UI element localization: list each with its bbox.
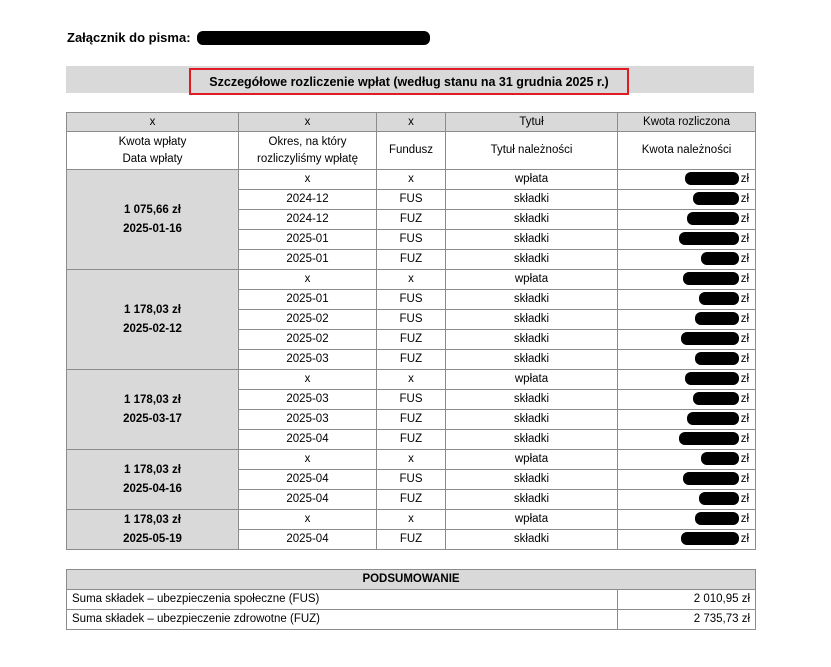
title-cell: składki xyxy=(446,410,618,430)
table-row xyxy=(67,270,756,290)
payment-cell xyxy=(67,370,239,450)
header-payment-cell xyxy=(67,132,239,170)
payment-amount: 1 178,03 zł xyxy=(124,463,181,476)
period-cell: 2024-12 xyxy=(239,210,377,230)
redacted-amount xyxy=(701,452,739,465)
fund-cell: FUZ xyxy=(377,210,446,230)
fund-cell: FUS xyxy=(377,290,446,310)
amount-cell xyxy=(618,310,756,330)
currency-label: zł xyxy=(740,353,749,365)
payment-cell xyxy=(67,450,239,510)
header-due-title: Tytuł należności xyxy=(446,132,618,170)
title-cell: składki xyxy=(446,190,618,210)
document-title: Szczegółowe rozliczenie wpłat (według stanu na 31 grudnia 2025 r.) xyxy=(189,68,629,95)
table-row xyxy=(67,510,756,530)
amount-cell xyxy=(618,490,756,510)
currency-label: zł xyxy=(740,473,749,485)
title-cell: wpłata xyxy=(446,170,618,190)
payment-date: 2025-01-16 xyxy=(123,222,182,235)
redacted-amount xyxy=(699,292,739,305)
title-cell: składki xyxy=(446,530,618,550)
period-cell: x xyxy=(239,450,377,470)
amount-cell xyxy=(618,290,756,310)
summary-table xyxy=(66,569,756,630)
title-cell: składki xyxy=(446,250,618,270)
header-row-sub xyxy=(67,132,756,170)
amount-cell xyxy=(618,330,756,350)
summary-label: Suma składek – ubezpieczenie zdrowotne (FUZ) xyxy=(67,610,618,630)
payment-cell xyxy=(67,510,239,550)
fund-cell: FUS xyxy=(377,310,446,330)
fund-cell: x xyxy=(377,170,446,190)
fund-cell: x xyxy=(377,370,446,390)
currency-label: zł xyxy=(740,293,749,305)
currency-label: zł xyxy=(740,233,749,245)
summary-header: PODSUMOWANIE xyxy=(67,570,756,590)
period-cell: 2025-03 xyxy=(239,350,377,370)
period-cell: 2025-04 xyxy=(239,490,377,510)
period-cell: 2025-04 xyxy=(239,430,377,450)
fund-cell: FUZ xyxy=(377,430,446,450)
amount-cell xyxy=(618,170,756,190)
amount-cell xyxy=(618,530,756,550)
period-cell: 2025-02 xyxy=(239,310,377,330)
redacted-amount xyxy=(687,412,739,425)
title-cell: składki xyxy=(446,230,618,250)
fund-cell: FUZ xyxy=(377,330,446,350)
summary-value: 2 010,95 zł xyxy=(618,590,756,610)
redacted-amount xyxy=(693,192,739,205)
currency-label: zł xyxy=(740,413,749,425)
period-cell: x xyxy=(239,370,377,390)
header-due-amount: Kwota należności xyxy=(618,132,756,170)
amount-cell xyxy=(618,190,756,210)
period-cell: 2025-01 xyxy=(239,230,377,250)
amount-cell xyxy=(618,250,756,270)
currency-label: zł xyxy=(740,253,749,265)
settlement-table xyxy=(66,112,756,550)
header-cell: x xyxy=(67,113,239,132)
redacted-amount xyxy=(695,352,739,365)
table-row xyxy=(67,450,756,470)
currency-label: zł xyxy=(740,313,749,325)
redacted-amount xyxy=(685,372,739,385)
payment-cell xyxy=(67,170,239,270)
redacted-amount xyxy=(679,432,739,445)
header-cell: x xyxy=(377,113,446,132)
amount-cell xyxy=(618,470,756,490)
redacted-reference xyxy=(197,31,430,45)
fund-cell: FUZ xyxy=(377,410,446,430)
currency-label: zł xyxy=(740,393,749,405)
currency-label: zł xyxy=(740,193,749,205)
title-cell: składki xyxy=(446,330,618,350)
table-row xyxy=(67,170,756,190)
fund-cell: FUS xyxy=(377,230,446,250)
payment-cell xyxy=(67,270,239,370)
amount-cell xyxy=(618,230,756,250)
title-cell: wpłata xyxy=(446,270,618,290)
amount-cell xyxy=(618,510,756,530)
fund-cell: FUZ xyxy=(377,250,446,270)
title-cell: składki xyxy=(446,390,618,410)
title-cell: składki xyxy=(446,470,618,490)
redacted-amount xyxy=(695,312,739,325)
fund-cell: FUZ xyxy=(377,530,446,550)
amount-cell xyxy=(618,410,756,430)
currency-label: zł xyxy=(740,493,749,505)
currency-label: zł xyxy=(740,333,749,345)
summary-header-row xyxy=(67,570,756,590)
fund-cell: x xyxy=(377,450,446,470)
payment-amount: 1 178,03 zł xyxy=(124,303,181,316)
amount-cell xyxy=(618,210,756,230)
redacted-amount xyxy=(701,252,739,265)
title-cell: wpłata xyxy=(446,450,618,470)
period-cell: 2025-01 xyxy=(239,290,377,310)
redacted-amount xyxy=(679,232,739,245)
redacted-amount xyxy=(683,272,739,285)
currency-label: zł xyxy=(740,513,749,525)
currency-label: zł xyxy=(740,533,749,545)
amount-cell xyxy=(618,270,756,290)
period-cell: 2024-12 xyxy=(239,190,377,210)
summary-row xyxy=(67,590,756,610)
currency-label: zł xyxy=(740,373,749,385)
period-cell: 2025-03 xyxy=(239,390,377,410)
redacted-amount xyxy=(699,492,739,505)
period-cell: x xyxy=(239,270,377,290)
redacted-amount xyxy=(695,512,739,525)
summary-label: Suma składek – ubezpieczenia społeczne (FUS) xyxy=(67,590,618,610)
redacted-amount xyxy=(681,532,739,545)
header-payment-amount: Kwota wpłaty xyxy=(118,135,187,148)
period-cell: 2025-02 xyxy=(239,330,377,350)
fund-cell: FUZ xyxy=(377,490,446,510)
fund-cell: FUZ xyxy=(377,350,446,370)
redacted-amount xyxy=(687,212,739,225)
period-cell: 2025-04 xyxy=(239,530,377,550)
currency-label: zł xyxy=(740,173,749,185)
title-cell: składki xyxy=(446,290,618,310)
redacted-amount xyxy=(693,392,739,405)
redacted-amount xyxy=(685,172,739,185)
title-cell: składki xyxy=(446,490,618,510)
title-cell: wpłata xyxy=(446,370,618,390)
header-fund: Fundusz xyxy=(377,132,446,170)
currency-label: zł xyxy=(740,453,749,465)
amount-cell xyxy=(618,450,756,470)
payment-amount: 1 178,03 zł xyxy=(124,513,181,526)
redacted-amount xyxy=(683,472,739,485)
title-cell: składki xyxy=(446,430,618,450)
payment-date: 2025-02-12 xyxy=(123,322,182,335)
payment-date: 2025-05-19 xyxy=(123,532,182,545)
table-row xyxy=(67,370,756,390)
currency-label: zł xyxy=(740,433,749,445)
title-cell: wpłata xyxy=(446,510,618,530)
header-payment-date: Data wpłaty xyxy=(122,152,183,165)
fund-cell: x xyxy=(377,510,446,530)
payment-amount: 1 178,03 zł xyxy=(124,393,181,406)
title-cell: składki xyxy=(446,310,618,330)
currency-label: zł xyxy=(740,273,749,285)
attachment-label: Załącznik do pisma: xyxy=(67,30,191,45)
amount-cell xyxy=(618,430,756,450)
fund-cell: FUS xyxy=(377,190,446,210)
amount-cell xyxy=(618,350,756,370)
header-cell: Tytuł xyxy=(446,113,618,132)
payment-amount: 1 075,66 zł xyxy=(124,203,181,216)
title-cell: składki xyxy=(446,350,618,370)
currency-label: zł xyxy=(740,213,749,225)
fund-cell: x xyxy=(377,270,446,290)
period-cell: x xyxy=(239,510,377,530)
payment-date: 2025-04-16 xyxy=(123,482,182,495)
summary-value: 2 735,73 zł xyxy=(618,610,756,630)
payment-date: 2025-03-17 xyxy=(123,412,182,425)
header-cell: x xyxy=(239,113,377,132)
period-cell: 2025-04 xyxy=(239,470,377,490)
summary-row xyxy=(67,610,756,630)
amount-cell xyxy=(618,370,756,390)
header-row-top xyxy=(67,113,756,132)
redacted-amount xyxy=(681,332,739,345)
period-cell: 2025-03 xyxy=(239,410,377,430)
period-cell: 2025-01 xyxy=(239,250,377,270)
period-cell: x xyxy=(239,170,377,190)
header-cell: Kwota rozliczona xyxy=(618,113,756,132)
fund-cell: FUS xyxy=(377,470,446,490)
header-period: Okres, na który rozliczyliśmy wpłatę xyxy=(239,132,377,170)
title-cell: składki xyxy=(446,210,618,230)
fund-cell: FUS xyxy=(377,390,446,410)
amount-cell xyxy=(618,390,756,410)
